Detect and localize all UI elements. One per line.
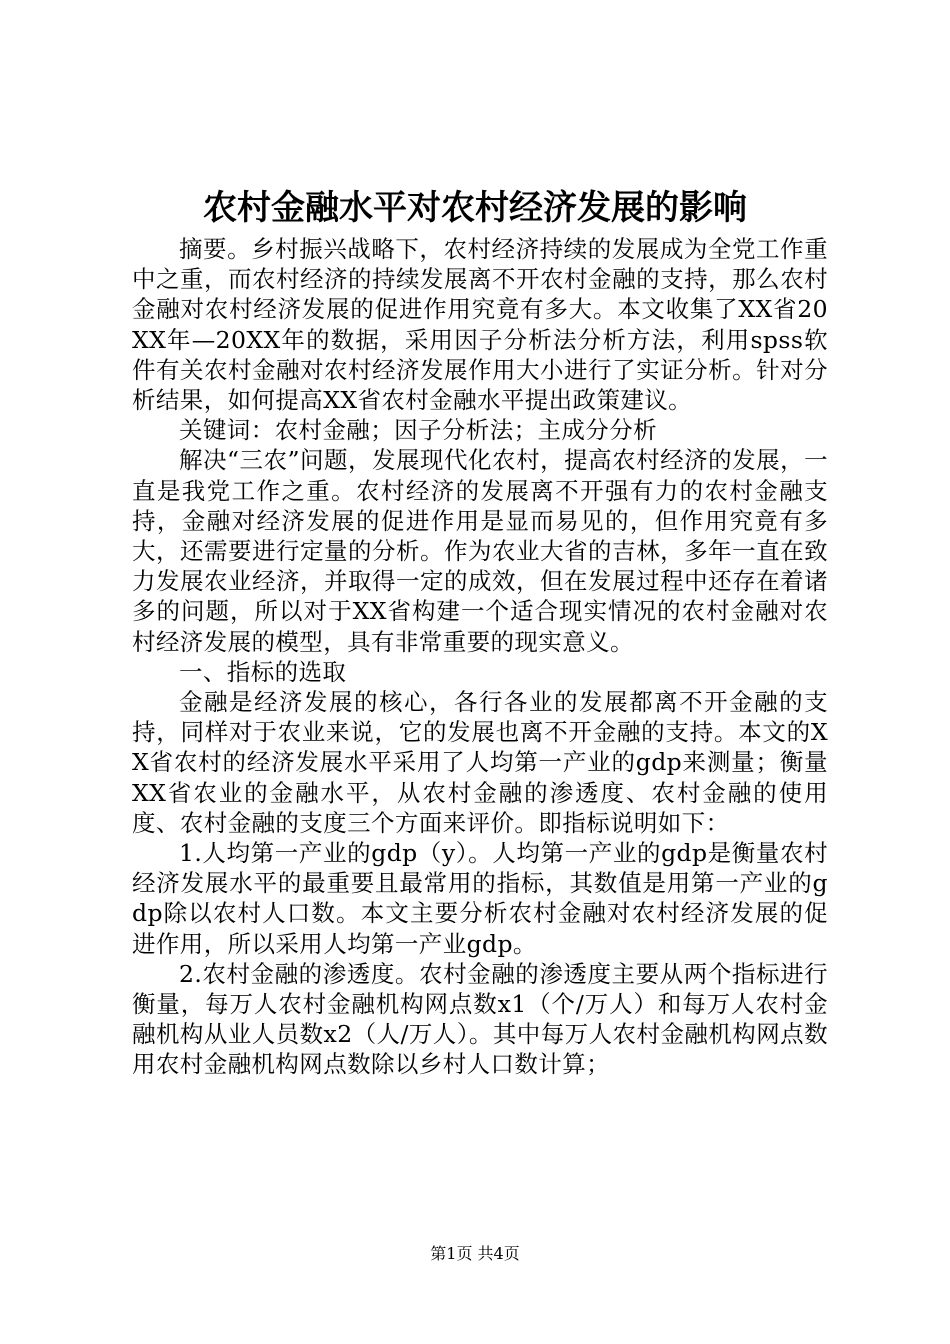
section-paragraph: 金融是经济发展的核心，各行各业的发展都离不开金融的支持，同样对于农业来说，它的发展也离不开金融的支持。本文的XX省农村的经济发展水平采用了人均第一产业的gdp来测量；衡量XX省农业的金融水平，从农村金融的渗透度、农村金融的使用度、农村金融的支度三个方面来评价。即指标说明如下： xyxy=(132,688,828,837)
document-title: 农村金融水平对农村经济发展的影响 xyxy=(203,188,747,228)
indicator-paragraph-1: 1.人均第一产业的gdp（y）。人均第一产业的gdp是衡量农村经济发展水平的最重要且最常用的指标，其数值是用第一产业的gdp除以农村人口数。本文主要分析农村金融对农村经济发展的促进作用，所以采用人均第一产业gdp。 xyxy=(132,839,828,958)
section-heading: 一、指标的选取 xyxy=(179,657,347,686)
page-footer: 第1页 共4页 xyxy=(430,1244,520,1263)
indicator-paragraph-2: 2.农村金融的渗透度。农村金融的渗透度主要从两个指标进行衡量，每万人农村金融机构网点数x1（个/万人）和每万人农村金融机构从业人员数x2（人/万人）。其中每万人农村金融机构网点数用农村金融机构网点数除以乡村人口数计算； xyxy=(132,959,828,1079)
keywords-paragraph: 关键词：农村金融；因子分析法；主成分分析 xyxy=(179,416,657,445)
abstract-paragraph: 摘要。乡村振兴战略下，农村经济持续的发展成为全党工作重中之重，而农村经济的持续发展离不开农村金融的支持，那么农村金融对农村经济发展的促进作用究竟有多大。本文收集了XX省20XX年—20XX年的数据，采用因子分析法分析方法，利用spss软件有关农村金融对农村经济发展作用大小进行了实证分析。针对分析结果，如何提高XX省农村金融水平提出政策建议。 xyxy=(132,235,828,415)
document-body xyxy=(132,234,828,1080)
intro-paragraph: 解决“三农”问题，发展现代化农村，提高农村经济的发展，一直是我党工作之重。农村经济的发展离不开强有力的农村金融支持，金融对经济发展的促进作用是显而易见的，但作用究竟有多大，还需要进行定量的分析。作为农业大省的吉林，多年一直在致力发展农业经济，并取得一定的成效，但在发展过程中还存在着诸多的问题，所以对于XX省构建一个适合现实情况的农村金融对农村经济发展的模型，具有非常重要的现实意义。 xyxy=(132,446,828,656)
